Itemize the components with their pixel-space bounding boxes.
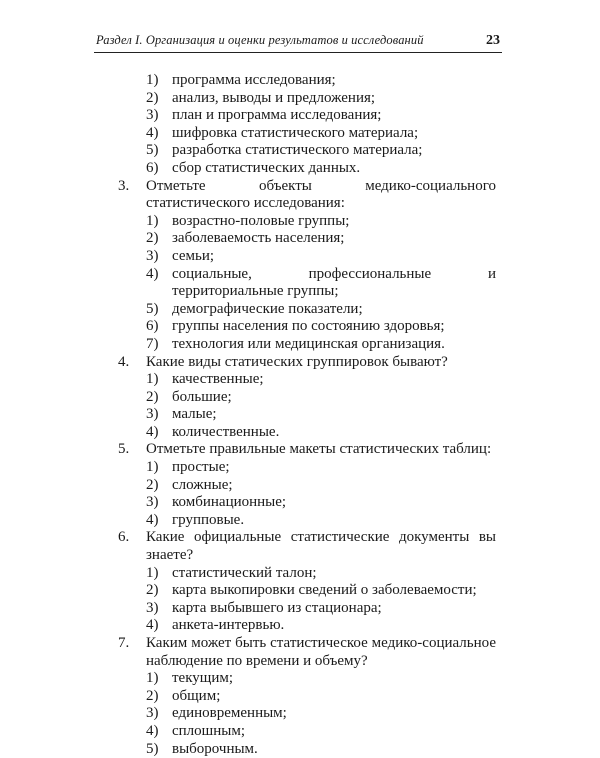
answer-text: социальные, профессиональные и территориальные группы; (172, 265, 496, 300)
answer-options (118, 459, 496, 529)
answer-number: 4) (146, 124, 159, 141)
answer-option (118, 248, 496, 266)
answer-number: 2) (146, 582, 159, 599)
answer-number: 3) (146, 599, 159, 616)
answer-options (118, 371, 496, 441)
answer-option (118, 582, 496, 600)
answer-options (118, 670, 496, 758)
answer-option (118, 600, 496, 618)
answer-option (118, 459, 496, 477)
answer-text: технология или медицинская организация. (172, 335, 445, 352)
answer-text: общим; (172, 687, 221, 704)
answer-text: качественные; (172, 371, 264, 388)
answer-text: план и программа исследования; (172, 107, 382, 124)
answer-text: комбинационные; (172, 494, 287, 511)
answer-option (118, 371, 496, 389)
question (118, 441, 496, 459)
answer-text: сплошным; (172, 722, 245, 739)
answer-text: анкета-интервью. (172, 617, 285, 634)
question-text: Отметьте объекты медико-социального статистического исследования: (146, 177, 496, 212)
question-number: 4. (118, 353, 130, 370)
running-title: Раздел I. Организация и оценки результатов и исследований (96, 33, 424, 47)
question (118, 354, 496, 372)
question-number: 7. (118, 635, 130, 651)
answer-text: текущим; (172, 670, 234, 687)
answer-options (118, 565, 496, 635)
answer-number: 4) (146, 265, 159, 282)
answer-option (118, 90, 496, 108)
question-block (118, 441, 496, 529)
answer-option (118, 160, 496, 178)
question-number: 6. (118, 529, 130, 546)
answer-option (118, 318, 496, 336)
answer-number: 2) (146, 230, 159, 247)
answer-options (118, 213, 496, 354)
answer-number: 4) (146, 722, 159, 739)
answer-option (118, 406, 496, 424)
answer-option (118, 494, 496, 512)
answer-text: разработка статистического материала; (172, 142, 423, 159)
answer-number: 1) (146, 670, 159, 687)
answer-number: 6) (146, 318, 159, 335)
answer-number: 2) (146, 89, 159, 106)
answer-option (118, 688, 496, 706)
answer-number: 2) (146, 687, 159, 704)
question-block (118, 529, 496, 635)
question-block (118, 178, 496, 354)
question (118, 635, 496, 670)
answer-text: программа исследования; (172, 72, 336, 88)
answer-number: 2) (146, 388, 159, 405)
answer-number: 5) (146, 740, 159, 757)
answer-option (118, 336, 496, 354)
answer-option (118, 389, 496, 407)
answer-option (118, 512, 496, 530)
answer-text: малые; (172, 406, 217, 423)
page-header (96, 33, 500, 49)
answer-option (118, 477, 496, 495)
answer-number: 5) (146, 300, 159, 317)
answer-number: 4) (146, 617, 159, 634)
answer-text: группы населения по состоянию здоровья; (172, 318, 445, 335)
answer-number: 1) (146, 72, 159, 88)
question-text: Отметьте правильные макеты статистических таблиц: (146, 441, 492, 458)
answer-option (118, 107, 496, 125)
answer-text: количественные. (172, 423, 280, 440)
answer-number: 6) (146, 159, 159, 176)
answer-text: возрастно-половые группы; (172, 212, 350, 229)
answer-text: статистический талон; (172, 564, 317, 581)
answer-text: карта выбывшего из стационара; (172, 599, 382, 616)
answer-text: простые; (172, 459, 230, 476)
answer-text: единовременным; (172, 705, 287, 722)
answer-text: заболеваемость населения; (172, 230, 345, 247)
answer-text: групповые. (172, 511, 245, 528)
answer-number: 5) (146, 142, 159, 159)
answer-option (118, 72, 496, 90)
answer-text: демографические показатели; (172, 300, 363, 317)
page-content (118, 72, 496, 758)
answer-text: сбор статистических данных. (172, 159, 361, 176)
answer-text: сложные; (172, 476, 233, 493)
answer-text: выборочным. (172, 740, 258, 757)
answer-option (118, 424, 496, 442)
answer-option (118, 125, 496, 143)
header-rule (94, 52, 502, 53)
answer-number: 1) (146, 371, 159, 388)
question-number: 5. (118, 441, 130, 458)
answer-option (118, 617, 496, 635)
question (118, 529, 496, 564)
answer-number: 1) (146, 459, 159, 476)
answer-number: 3) (146, 107, 159, 124)
answer-text: большие; (172, 388, 232, 405)
question-text: Какие официальные статистические документы вы знаете? (146, 529, 496, 564)
answer-option (118, 705, 496, 723)
answer-text: анализ, выводы и предложения; (172, 89, 376, 106)
answer-number: 7) (146, 335, 159, 352)
answer-number: 3) (146, 406, 159, 423)
question-block (118, 354, 496, 442)
answer-option (118, 266, 496, 301)
question-text: Какие виды статических группировок бывают? (146, 353, 448, 370)
answer-number: 1) (146, 212, 159, 229)
question-text: Каким может быть статистическое медико-социальное наблюдение по времени и объему? (146, 635, 496, 669)
question-number: 3. (118, 177, 130, 194)
answer-option (118, 565, 496, 583)
answer-number: 4) (146, 423, 159, 440)
page-number: 23 (486, 33, 500, 48)
answer-number: 3) (146, 494, 159, 511)
question-block (118, 635, 496, 758)
answer-option (118, 230, 496, 248)
question-list (118, 178, 496, 758)
answer-number: 3) (146, 705, 159, 722)
answer-number: 3) (146, 247, 159, 264)
answer-number: 4) (146, 511, 159, 528)
answer-option (118, 142, 496, 160)
answer-option (118, 301, 496, 319)
answer-number: 2) (146, 476, 159, 493)
answer-option (118, 670, 496, 688)
answer-option (118, 213, 496, 231)
leading-options (118, 72, 496, 178)
answer-text: карта выкопировки сведений о заболеваемости; (172, 582, 477, 599)
answer-option (118, 741, 496, 758)
answer-number: 1) (146, 564, 159, 581)
question (118, 178, 496, 213)
answer-option (118, 723, 496, 741)
answer-text: семьи; (172, 247, 215, 264)
answer-text: шифровка статистического материала; (172, 124, 419, 141)
